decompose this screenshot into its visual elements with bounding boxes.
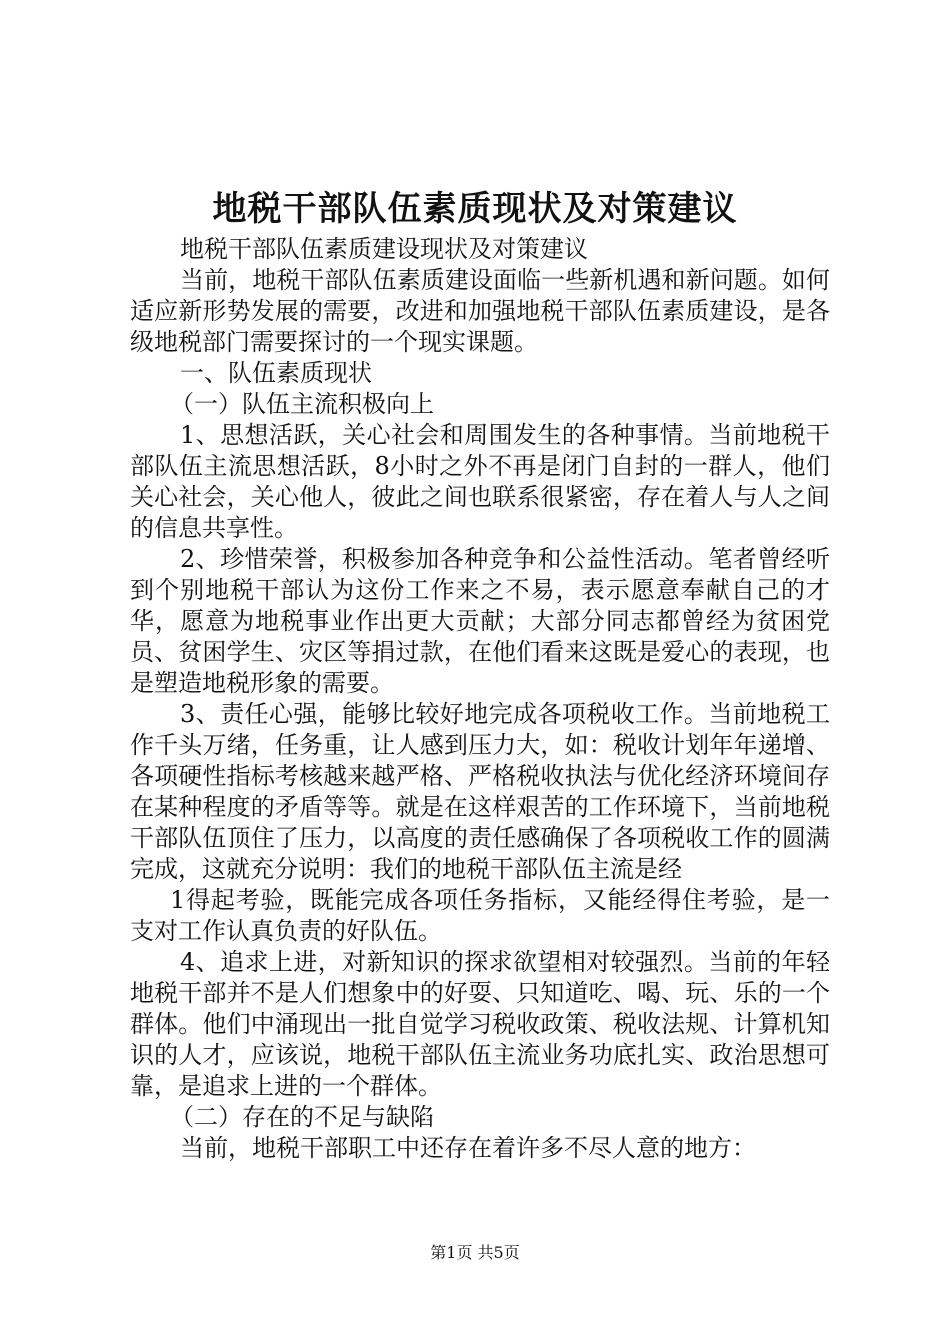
paragraph-intro: 当前，地税干部队伍素质建设面临一些新机遇和新问题。如何适应新形势发展的需要，改进和加强地税干部队伍素质建设，是各级地税部门需要探讨的一个现实课题。 [130, 266, 830, 356]
paragraph-item-3: 3、责任心强，能够比较好地完成各项税收工作。当前地税工作千头万绪，任务重，让人感到压力大，如：税收计划年年递增、各项硬性指标考核越来越严格、严格税收执法与优化经济环境间存在某种程度的矛盾等等。就是在这样艰苦的工作环境下，当前地税干部队伍顶住了压力，以高度的责任感确保了各项税收工作的圆满完成，这就充分说明：我们的地税干部队伍主流是经 [130, 700, 830, 883]
subsection-heading-2: （二）存在的不足与缺陷 [170, 1103, 434, 1131]
subsection-heading-1: （一）队伍主流积极向上 [170, 390, 434, 418]
paragraph-item-1: 1、思想活跃，关心社会和周围发生的各种事情。当前地税干部队伍主流思想活跃，8小时之外不再是闭门自封的一群人，他们关心社会，关心他人，彼此之间也联系很紧密，存在着人与人之间的信息共享性。 [130, 421, 830, 542]
paragraph-item-3-continued: 1得起考验，既能完成各项任务指标，又能经得住考验，是一支对工作认真负责的好队伍。 [130, 886, 830, 945]
paragraph-item-2: 2、珍惜荣誉，积极参加各种竞争和公益性活动。笔者曾经听到个别地税干部认为这份工作来之不易，表示愿意奉献自己的才华，愿意为地税事业作出更大贡献；大部分同志都曾经为贫困党员、贫困学生、灾区等捐过款，在他们看来这既是爱心的表现，也是塑造地税形象的需要。 [130, 545, 830, 697]
document-title: 地税干部队伍素质现状及对策建议 [212, 189, 738, 229]
page-number-footer: 第1页 共5页 [430, 1243, 520, 1262]
document-body [130, 234, 830, 1164]
section-heading-1: 一、队伍素质现状 [180, 359, 372, 387]
paragraph-subtitle: 地税干部队伍素质建设现状及对策建议 [180, 235, 588, 263]
paragraph-item-4: 4、追求上进，对新知识的探求欲望相对较强烈。当前的年轻地税干部并不是人们想象中的好耍、只知道吃、喝、玩、乐的一个群体。他们中涌现出一批自觉学习税收政策、税收法规、计算机知识的人才，应该说，地税干部队伍主流业务功底扎实、政治思想可靠，是追求上进的一个群体。 [130, 948, 830, 1100]
paragraph-shortcomings-intro: 当前，地税干部职工中还存在着许多不尽人意的地方： [180, 1134, 756, 1162]
